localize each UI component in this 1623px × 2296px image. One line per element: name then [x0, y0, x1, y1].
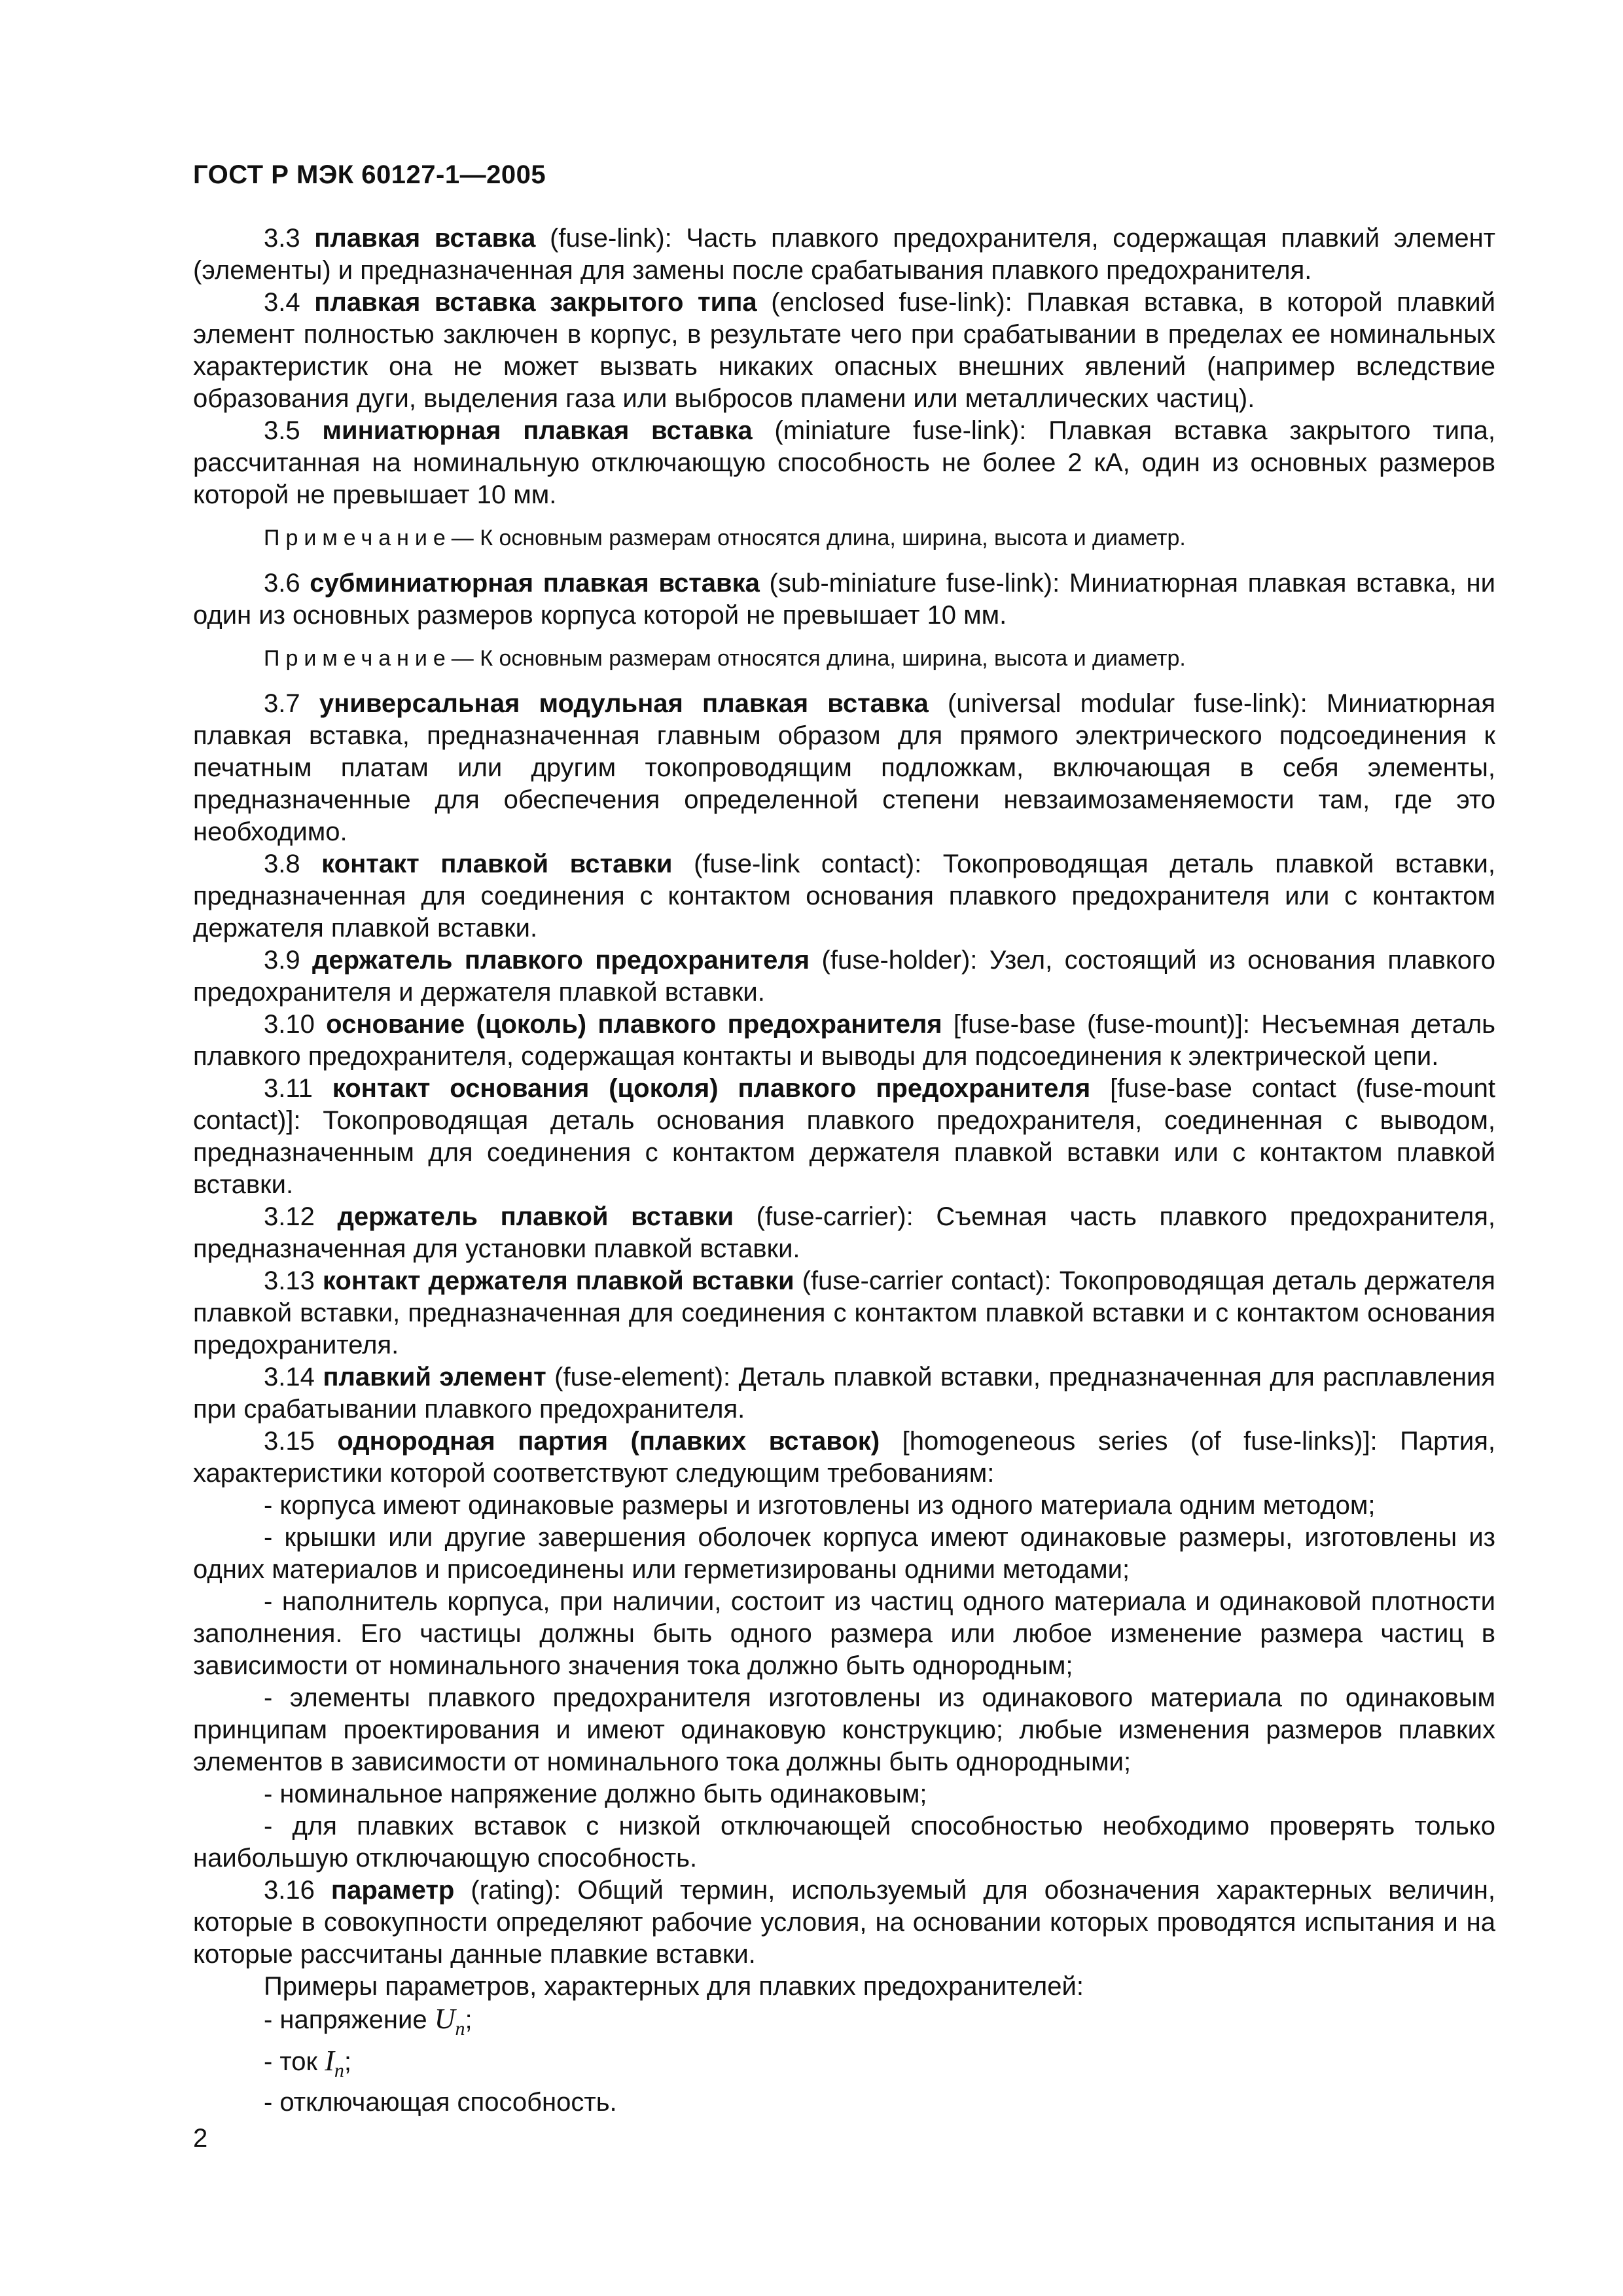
- clause-3-16: [193, 1874, 1495, 1971]
- clause-term: основание (цоколь) плавкого предохранителя: [326, 1010, 942, 1039]
- clause-text: Плавкая вставка, в которой плавкий элемент полностью заключен в корпус, в результате чего при срабатывании в пределах ее номинальных характеристик она не может вызвать никаких опасных внешних явлений (например вследствие образования дуги, выделения газа или выбросов пламени или металлических частиц).: [193, 288, 1495, 413]
- symbol-letter: U: [434, 2003, 455, 2035]
- clause-term: держатель плавкого предохранителя: [312, 946, 810, 975]
- example-breaking-capacity: - отключающая способность.: [264, 2087, 617, 2117]
- clause-text: Токопроводящая деталь держателя плавкой вставки, предназначенная для соединения с контактом плавкой вставки и с контактом основания предохранителя.: [193, 1266, 1495, 1359]
- requirement-item: - для плавких вставок с низкой отключающей способностью необходимо проверять только наибольшую отключающую способность.: [193, 1812, 1495, 1873]
- clause-term: миниатюрная плавкая вставка: [322, 416, 753, 445]
- clause-term-en: (enclosed fuse-link):: [771, 288, 1012, 317]
- clause-number: 3.14: [264, 1363, 315, 1391]
- note-text: — К основным размерам относятся длина, ширина, высота и диаметр.: [451, 646, 1186, 671]
- requirement-item: - наполнитель корпуса, при наличии, состоит из частиц одного материала и одинаковой плотности заполнения. Его частицы должны быть одного размера или любое изменение размера частиц в зависимости от номинального значения тока должно быть однородным;: [193, 1587, 1495, 1680]
- clause-term: контакт плавкой вставки: [321, 850, 673, 878]
- clause-term-en: (fuse-holder):: [821, 946, 978, 975]
- clause-text: Токопроводящая деталь основания плавкого предохранителя, соединенная с выводом, предназначенным для соединения с контактом держателя плавкой вставки или с контактом плавкой вставки.: [193, 1106, 1495, 1199]
- clause-number: 3.6: [264, 569, 300, 598]
- clause-term-en: (rating):: [471, 1876, 562, 1905]
- clause-term-en: [fuse-base contact (fuse-mount contact)]:: [193, 1074, 1495, 1135]
- clause-3-9: [193, 944, 1495, 1009]
- clause-term: контакт держателя плавкой вставки: [322, 1266, 794, 1295]
- requirement-item: - номинальное напряжение должно быть одинаковым;: [264, 1780, 927, 1808]
- clause-3-3: [193, 223, 1495, 287]
- clause-term-en: [fuse-base (fuse-mount)]:: [953, 1010, 1250, 1039]
- clause-3-10: [193, 1009, 1495, 1073]
- note-label: Примечание: [264, 526, 452, 550]
- page-number: 2: [193, 2124, 208, 2153]
- clause-3-14: [193, 1361, 1495, 1426]
- clause-text: Деталь плавкой вставки, предназначенная для расплавления при срабатывании плавкого предохранителя.: [193, 1363, 1495, 1424]
- clause-term-en: (fuse-link contact):: [694, 850, 922, 878]
- clause-text: Токопроводящая деталь плавкой вставки, предназначенная для соединения с контактом основания плавкого предохранителя или с контактом держателя плавкой вставки.: [193, 850, 1495, 942]
- clause-text: Миниатюрная плавкая вставка, предназначенная главным образом для прямого электрического подсоединения к печатным платам или другим токопроводящим подложкам, включающая в себя элементы, предназначенные для обеспечения определенной степени невзаимозаменяемости там, где это необходимо.: [193, 689, 1495, 846]
- clause-3-11: [193, 1073, 1495, 1201]
- clause-number: 3.15: [264, 1427, 315, 1456]
- clause-term-en: (miniature fuse-link):: [774, 416, 1027, 445]
- clause-term: контакт основания (цоколя) плавкого предохранителя: [332, 1074, 1091, 1103]
- clause-text: Часть плавкого предохранителя, содержащая плавкий элемент (элементы) и предназначенная для замены после срабатывания плавкого предохранителя.: [193, 224, 1495, 285]
- clause-term: однородная партия (плавких вставок): [337, 1427, 880, 1456]
- voltage-symbol: [434, 2003, 465, 2039]
- example-label: - ток: [264, 2047, 318, 2076]
- requirement-item: - крышки или другие завершения оболочек корпуса имеют одинаковые размеры, изготовлены из одних материалов и присоединены или герметизированы одними методами;: [193, 1523, 1495, 1584]
- clause-3-13: [193, 1265, 1495, 1361]
- note-text: — К основным размерам относятся длина, ширина, высота и диаметр.: [451, 526, 1186, 550]
- clause-3-8: [193, 848, 1495, 944]
- clause-3-6: [193, 567, 1495, 632]
- clause-text: Миниатюрная плавкая вставка, ни один из основных размеров корпуса которой не превышает 10 мм.: [193, 569, 1495, 630]
- clause-3-4: [193, 287, 1495, 415]
- clause-number: 3.12: [264, 1202, 315, 1231]
- note-3-5: [193, 524, 1495, 552]
- clause-term-en: [homogeneous series (of fuse-links)]:: [902, 1427, 1378, 1456]
- example-current: - ток $I_n$;: [264, 2044, 351, 2081]
- clause-number: 3.16: [264, 1876, 315, 1905]
- clause-term-en: (fuse-link):: [550, 224, 672, 253]
- clause-term: плавкий элемент: [323, 1363, 546, 1391]
- clause-term-en: (sub-miniature fuse-link):: [769, 569, 1060, 598]
- clause-term-en: (fuse-carrier contact):: [802, 1266, 1052, 1295]
- clause-term-en: (fuse-element):: [554, 1363, 731, 1391]
- clause-number: 3.8: [264, 850, 300, 878]
- clause-3-7: [193, 688, 1495, 848]
- clause-3-12: [193, 1201, 1495, 1265]
- clause-number: 3.4: [264, 288, 300, 317]
- clause-term-en: (universal modular fuse-link):: [948, 689, 1308, 718]
- symbol-subscript: n: [455, 2017, 465, 2039]
- clause-text: Партия, характеристики которой соответствуют следующим требованиям:: [193, 1427, 1495, 1488]
- clause-term-en: (fuse-carrier):: [756, 1202, 914, 1231]
- clause-3-15: [193, 1426, 1495, 1490]
- note-3-6: [193, 645, 1495, 672]
- clause-term: плавкая вставка закрытого типа: [314, 288, 757, 317]
- clause-term: универсальная модульная плавкая вставка: [319, 689, 929, 718]
- clause-number: 3.3: [264, 224, 300, 253]
- clause-text: Общий термин, используемый для обозначения характерных величин, которые в совокупности определяют рабочие условия, на основании которых проводятся испытания и на которые рассчитаны данные плавкие вставки.: [193, 1876, 1495, 1969]
- clause-number: 3.11: [264, 1074, 313, 1103]
- example-label: - напряжение: [264, 2005, 427, 2034]
- current-symbol: [325, 2044, 344, 2081]
- document-body: [193, 223, 1495, 2119]
- clause-text: Узел, состоящий из основания плавкого предохранителя и держателя плавкой вставки.: [193, 946, 1495, 1007]
- requirement-item: - элементы плавкого предохранителя изготовлены из одинакового материала по одинаковым принципам проектирования и имеют одинаковую конструкцию; любые изменения размеров плавких элементов в зависимости от номинального тока должны быть однородными;: [193, 1683, 1495, 1776]
- example-voltage: - напряжение $U_n$;: [264, 2003, 473, 2039]
- clause-text: Плавкая вставка закрытого типа, рассчитанная на номинальную отключающую способность не более 2 кА, один из основных размеров которой не превышает 10 мм.: [193, 416, 1495, 509]
- standard-designation: ГОСТ Р МЭК 60127-1—2005: [193, 160, 546, 189]
- note-label: Примечание: [264, 646, 452, 671]
- symbol-subscript: n: [334, 2059, 344, 2081]
- clause-term: плавкая вставка: [314, 224, 536, 253]
- clause-text: Съемная часть плавкого предохранителя, предназначенная для установки плавкой вставки.: [193, 1202, 1495, 1263]
- examples-intro: Примеры параметров, характерных для плавких предохранителей:: [264, 1972, 1084, 2001]
- clause-term: держатель плавкой вставки: [337, 1202, 734, 1231]
- clause-3-5: [193, 415, 1495, 511]
- clause-term: параметр: [330, 1876, 455, 1905]
- clause-term: субминиатюрная плавкая вставка: [310, 569, 760, 598]
- requirement-item: - корпуса имеют одинаковые размеры и изготовлены из одного материала одним методом;: [264, 1491, 1376, 1520]
- clause-number: 3.7: [264, 689, 300, 718]
- clause-number: 3.5: [264, 416, 300, 445]
- clause-number: 3.9: [264, 946, 300, 975]
- symbol-letter: I: [325, 2044, 334, 2077]
- clause-text: Несъемная деталь плавкого предохранителя, содержащая контакты и выводы для подсоединения к электрической цепи.: [193, 1010, 1496, 1071]
- clause-number: 3.13: [264, 1266, 315, 1295]
- clause-number: 3.10: [264, 1010, 315, 1039]
